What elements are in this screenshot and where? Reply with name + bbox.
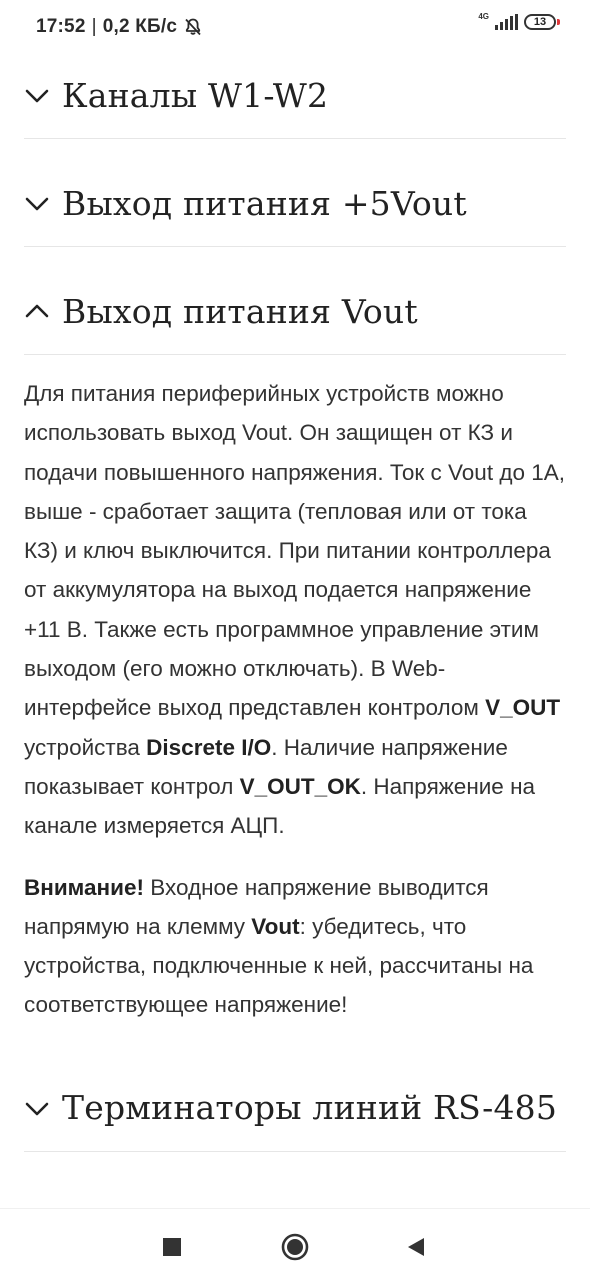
battery-icon [524, 14, 556, 30]
accordion-header-power-5vout[interactable] [24, 160, 566, 247]
body-bold-term: Discrete I/O [146, 734, 272, 760]
warning-paragraph [24, 868, 566, 1025]
accordion-body-power-vout [24, 355, 566, 1025]
accordion-header-rs485-terminators[interactable] [24, 1065, 566, 1152]
body-bold-term: Vout [251, 913, 300, 939]
accordion-title: Терминаторы линий RS-485 [62, 1088, 558, 1128]
body-text: Входное напряжение выводится напрямую на клемму [24, 874, 489, 939]
body-bold-term: V_OUT [485, 695, 561, 721]
chevron-down-icon [24, 1095, 50, 1121]
accordion [24, 52, 566, 1152]
body-text: . Наличие напряжение показывает контрол [24, 734, 508, 799]
signal-strength-icon [495, 14, 518, 30]
body-text: устройства [24, 734, 147, 760]
square-icon [162, 1237, 182, 1257]
body-text: : убедитесь, что устройства, подключенные к ней, рассчитаны на соответствующее напряжение! [24, 913, 534, 1018]
status-right [478, 14, 556, 30]
network-type-label: 4G [478, 12, 489, 21]
navigation-bar [0, 1208, 590, 1281]
status-speed: 0,2 КБ/с [102, 16, 178, 37]
status-bar [0, 0, 590, 52]
body-bold-term: V_OUT_OK [239, 773, 361, 799]
accordion-header-power-vout[interactable] [24, 268, 566, 355]
chevron-down-icon [24, 82, 50, 108]
body-paragraph [24, 374, 566, 846]
home-button[interactable] [279, 1231, 311, 1263]
circle-icon [280, 1232, 310, 1262]
battery-cap [557, 19, 560, 25]
status-left [36, 16, 203, 38]
chevron-down-icon [24, 190, 50, 216]
accordion-title: Выход питания +5Vout [62, 183, 467, 223]
status-separator: | [91, 16, 97, 37]
accordion-title: Каналы W1-W2 [62, 75, 329, 115]
accordion-header-channels-w1-w2[interactable] [24, 52, 566, 139]
accordion-title: Выход питания Vout [62, 291, 418, 331]
back-button[interactable] [400, 1231, 432, 1263]
warning-label: Внимание! [24, 874, 144, 900]
status-time: 17:52 [36, 16, 86, 37]
chevron-up-icon [24, 298, 50, 324]
body-text: . Напряжение на канале измеряется АЦП. [24, 773, 536, 839]
battery-level: 13 [533, 16, 547, 28]
back-triangle-icon [405, 1236, 427, 1258]
recent-apps-button[interactable] [156, 1231, 188, 1263]
notifications-off-icon [183, 17, 203, 37]
body-text: Для питания периферийных устройств можно использовать выход Vout. Он защищен от КЗ и подачи повышенного напряжения. Ток с Vout до 1А, выше - сработает защита (тепловая или от тока КЗ) и ключ выключится. При питании контроллера от аккумулятора на выход подается напряжение +11 В. Также есть программное управление этим выходом (его можно отключать). В Web-интерфейсе выход представлен контролом [24, 381, 565, 721]
